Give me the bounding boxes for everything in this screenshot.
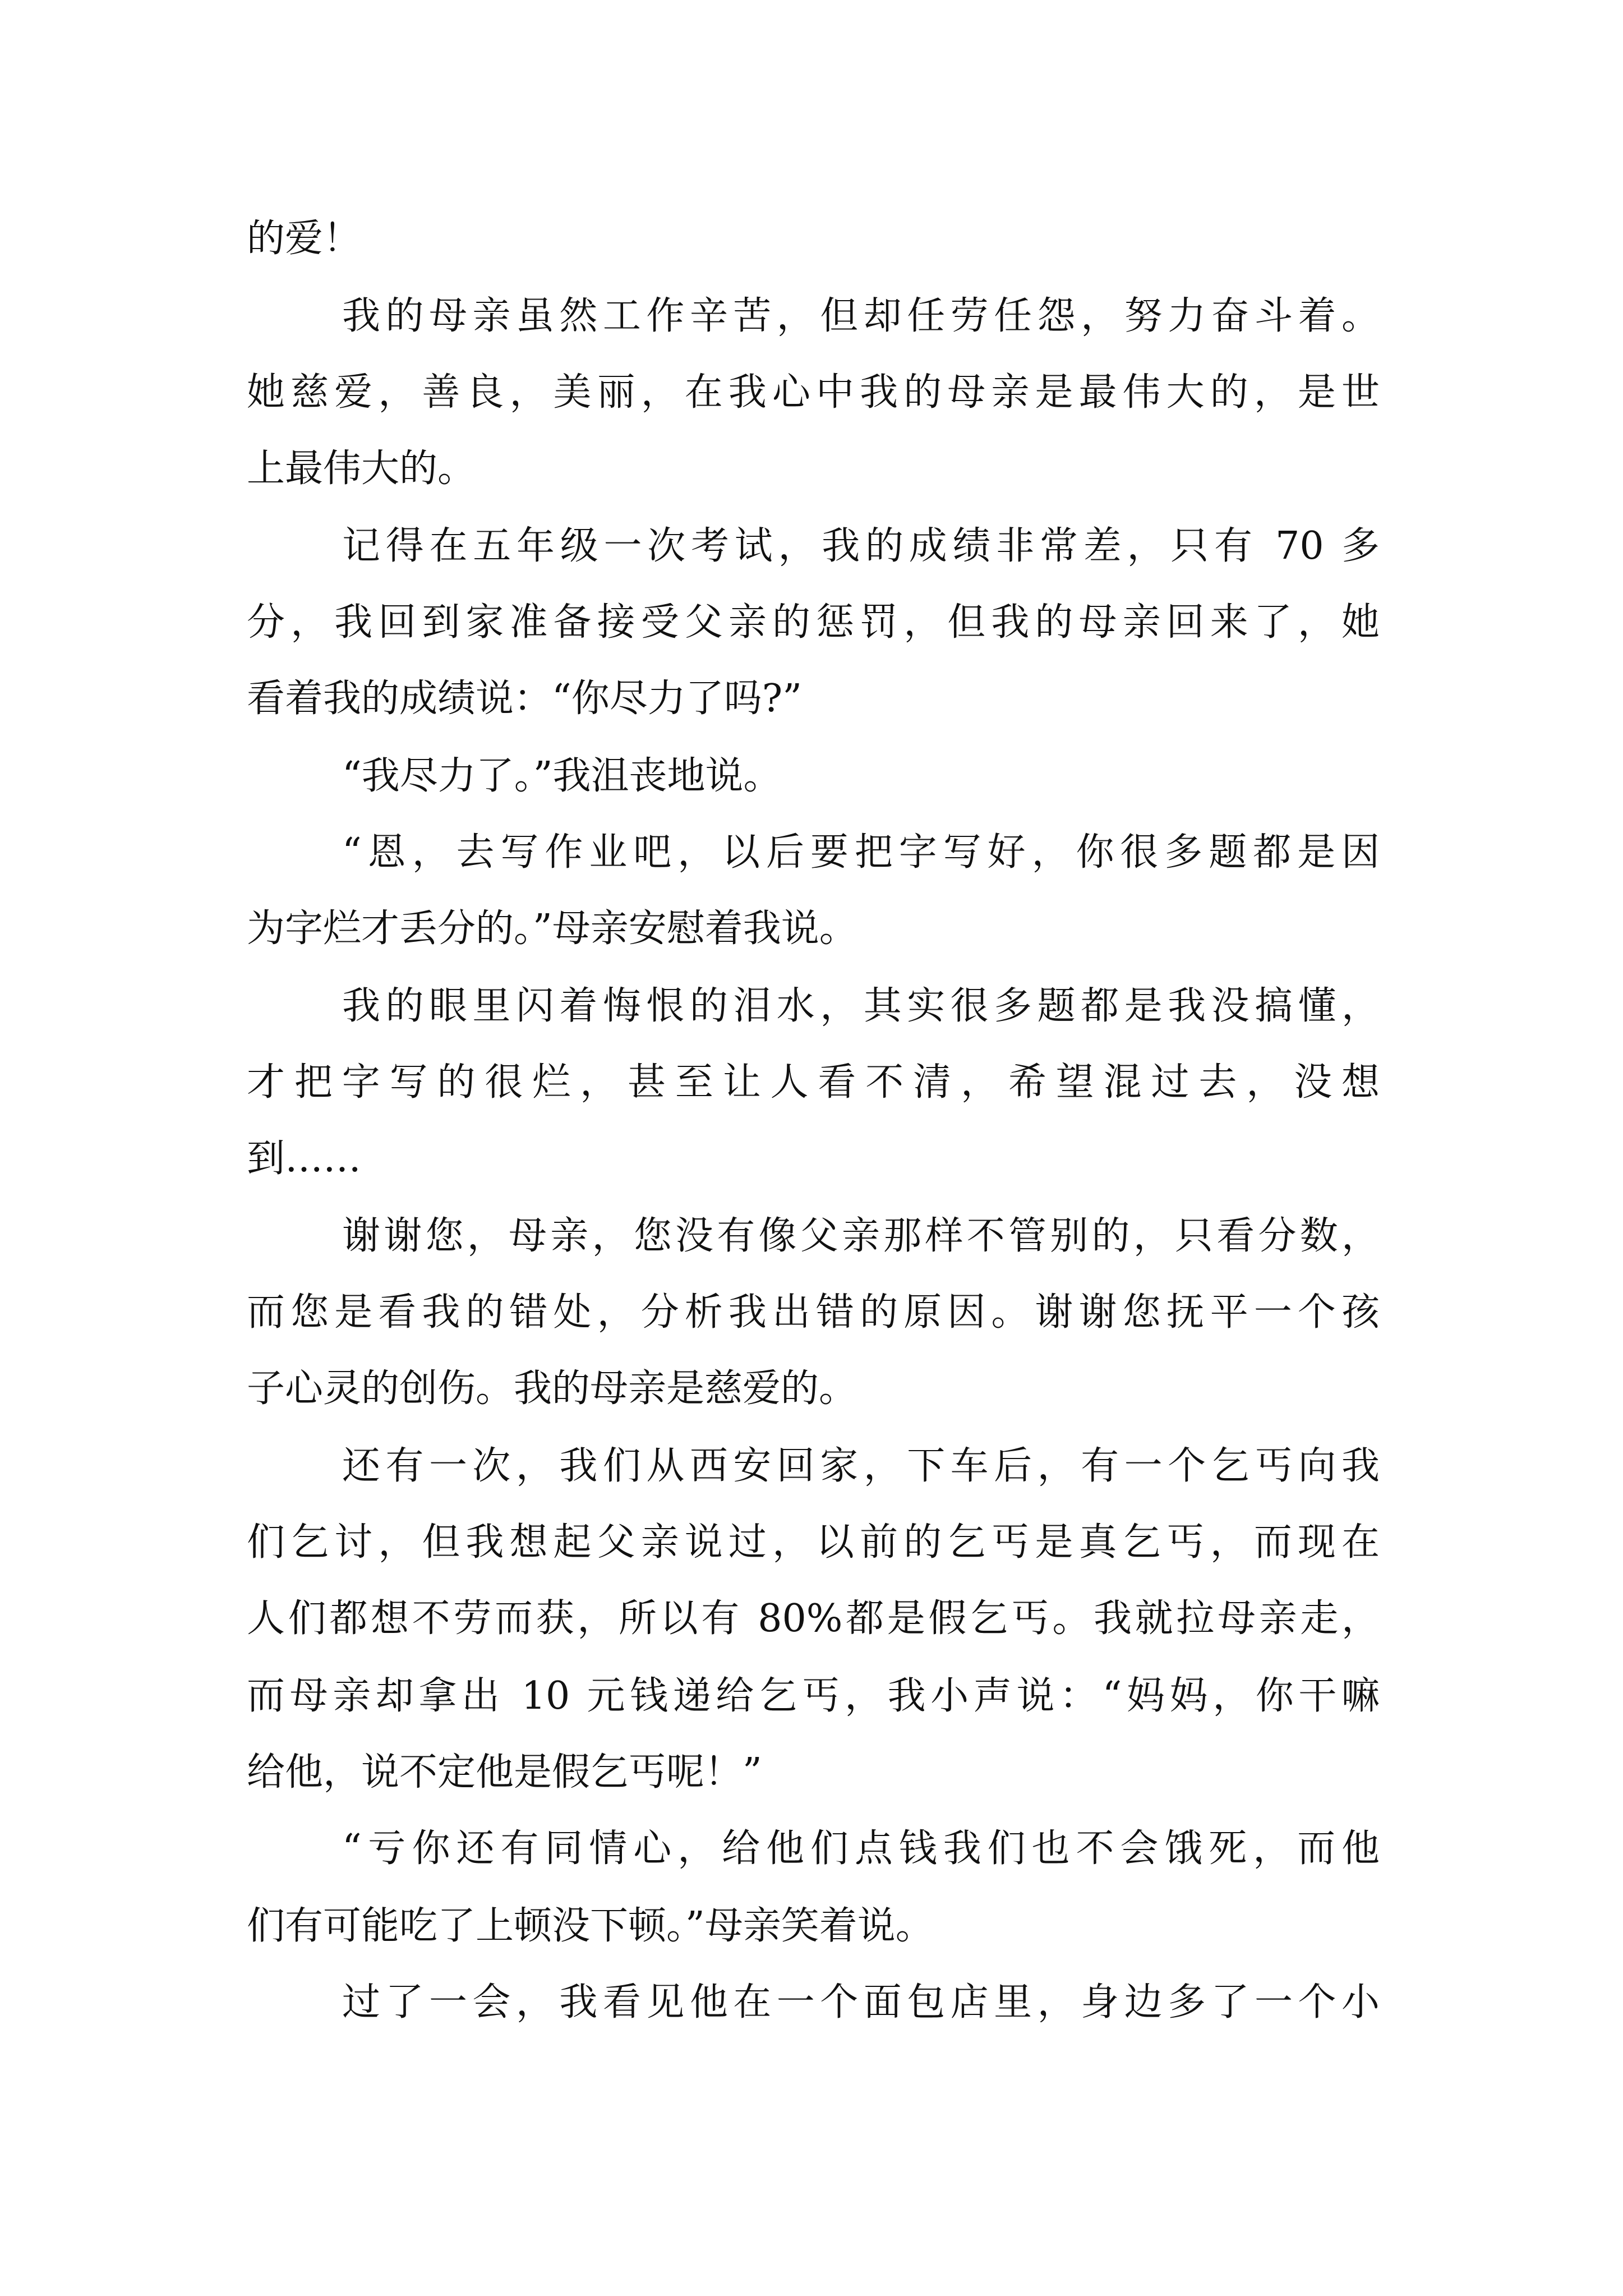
text-line: 而母亲却拿出 10 元钱递给乞丐，我小声说：“妈妈，你干嘛 bbox=[247, 1674, 1380, 1718]
text-line: 到…… bbox=[247, 1137, 362, 1181]
text-line: “恩，去写作业吧，以后要把字写好，你很多题都是因 bbox=[342, 830, 1380, 875]
text-line: 人们都想不劳而获，所以有 80%都是假乞丐。我就拉母亲走， bbox=[247, 1596, 1380, 1641]
text-line: 过了一会，我看见他在一个面包店里，身边多了一个小 bbox=[342, 1980, 1380, 2024]
text-line: 我的眼里闪着悔恨的泪水，其实很多题都是我没搞懂， bbox=[342, 984, 1380, 1028]
text-line: 才把字写的很烂，甚至让人看不清，希望混过去，没想 bbox=[247, 1060, 1380, 1105]
text-line: 的爱！ bbox=[247, 217, 362, 261]
text-line: 给他，说不定他是假乞丐呢！” bbox=[247, 1750, 762, 1795]
text-line: 她慈爱，善良，美丽，在我心中我的母亲是最伟大的，是世 bbox=[247, 370, 1380, 415]
text-line: 看着我的成绩说：“你尽力了吗?” bbox=[247, 677, 802, 721]
text-line: 子心灵的创伤。我的母亲是慈爱的。 bbox=[247, 1366, 857, 1411]
text-line: “我尽力了。”我沮丧地说。 bbox=[342, 754, 782, 798]
text-line: “亏你还有同情心，给他们点钱我们也不会饿死，而他 bbox=[342, 1826, 1380, 1871]
text-line: 为字烂才丢分的。”母亲安慰着我说。 bbox=[247, 907, 857, 951]
text-line: 谢谢您，母亲，您没有像父亲那样不管别的，只看分数， bbox=[342, 1214, 1380, 1258]
text-line: 分，我回到家准备接受父亲的惩罚，但我的母亲回来了，她 bbox=[247, 600, 1380, 645]
text-line: 记得在五年级一次考试，我的成绩非常差，只有 70 多 bbox=[342, 524, 1380, 568]
text-line: 们乞讨，但我想起父亲说过，以前的乞丐是真乞丐，而现在 bbox=[247, 1520, 1380, 1565]
text-line: 们有可能吃了上顿没下顿。”母亲笑着说。 bbox=[247, 1904, 934, 1948]
text-line: 而您是看我的错处，分析我出错的原因。谢谢您抚平一个孩 bbox=[247, 1290, 1380, 1335]
text-line: 还有一次，我们从西安回家，下车后，有一个乞丐向我 bbox=[342, 1444, 1380, 1488]
text-line: 上最伟大的。 bbox=[247, 447, 476, 491]
text-line: 我的母亲虽然工作辛苦，但却任劳任怨，努力奋斗着。 bbox=[342, 294, 1380, 338]
